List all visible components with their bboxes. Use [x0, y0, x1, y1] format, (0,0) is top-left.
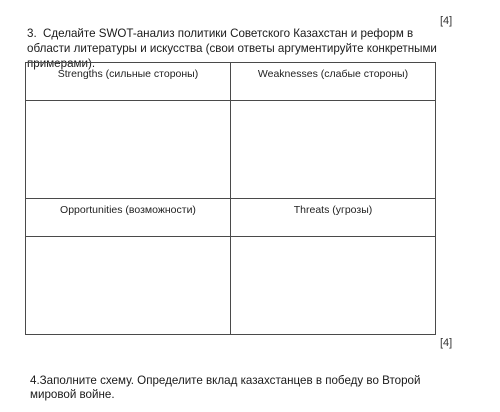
question-4: [30, 374, 450, 402]
question-4-text: 4.Заполните схему. Определите вклад казахстанцев в победу во Второй мировой войне.: [30, 374, 421, 401]
weaknesses-label: Weaknesses (слабые стороны): [257, 68, 409, 80]
strengths-cell[interactable]: [26, 63, 231, 101]
threats-cell[interactable]: [231, 199, 436, 237]
opportunities-cell[interactable]: [26, 199, 231, 237]
threats-label: Threats (угрозы): [293, 204, 373, 216]
mark-score-middle: [4]: [440, 337, 453, 349]
weaknesses-cell[interactable]: [231, 63, 436, 101]
weaknesses-answer-area[interactable]: [231, 101, 436, 199]
swot-table: [25, 62, 436, 335]
opportunities-label: Opportunities (возможности): [60, 204, 196, 216]
question-3-number: 3.: [27, 27, 37, 40]
mark-score-top: [4]: [440, 15, 453, 27]
threats-answer-area[interactable]: [231, 237, 436, 335]
strengths-answer-area[interactable]: [26, 101, 231, 199]
opportunities-answer-area[interactable]: [26, 237, 231, 335]
strengths-label: Strengths (сильные стороны): [57, 68, 199, 80]
question-3-text: Сделайте SWOT-анализ политики Советского Казахстан и реформ в области литературы и искусства (свои ответы аргументируйте конкретными примерами).: [27, 27, 437, 70]
